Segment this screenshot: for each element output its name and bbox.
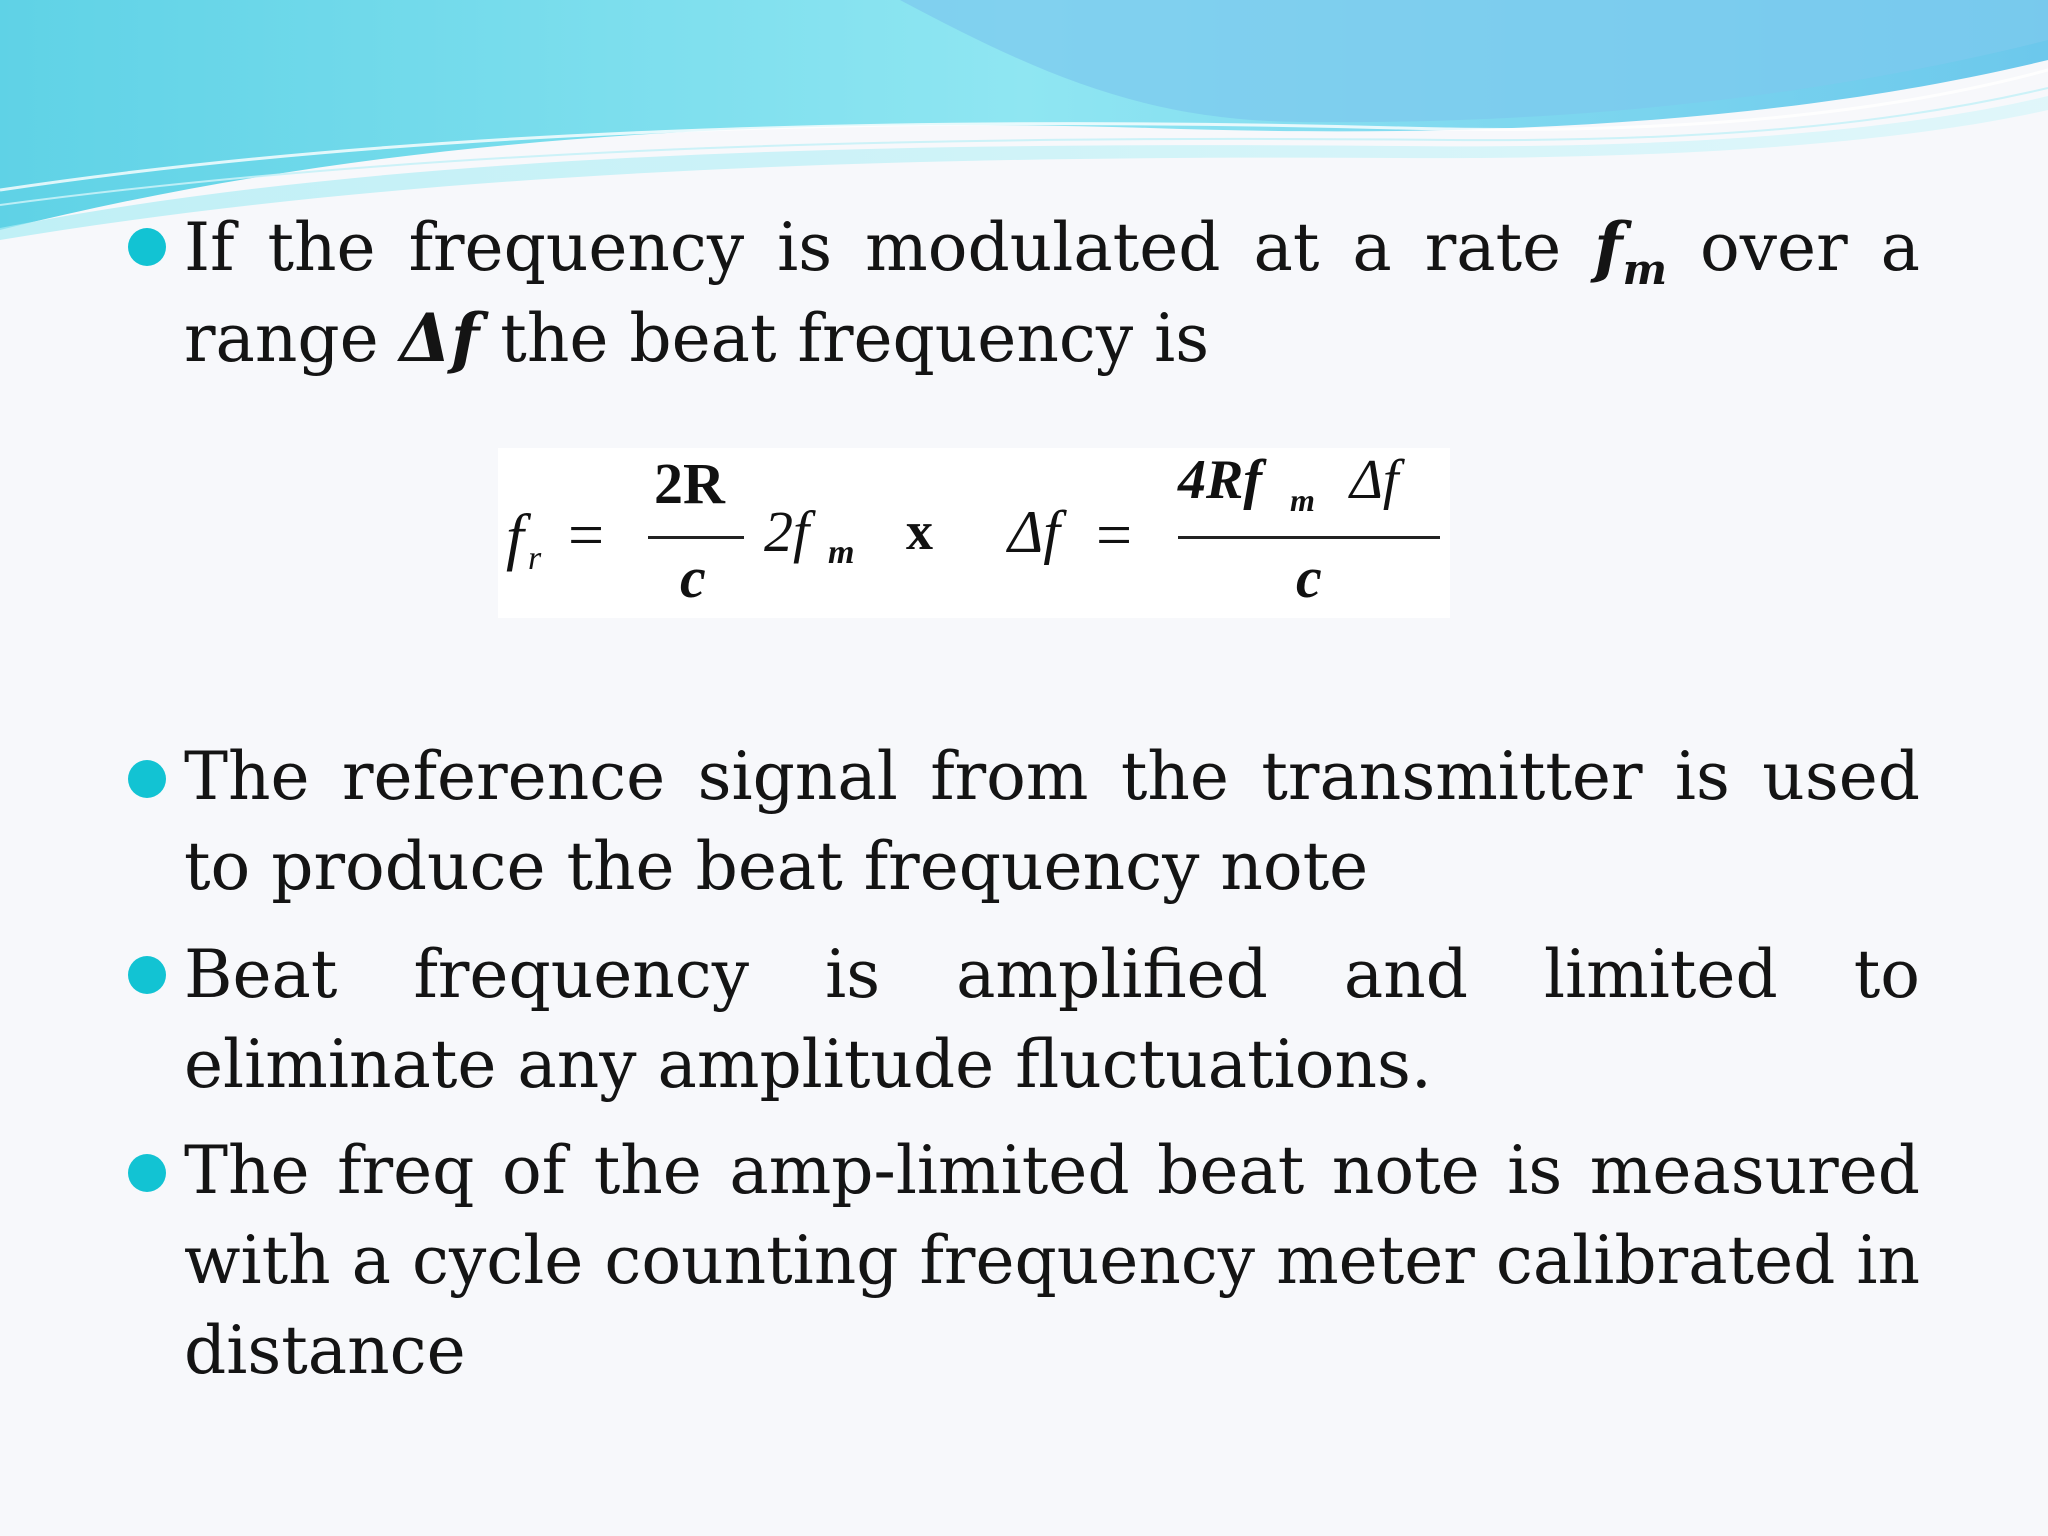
beat-frequency-equation: [498, 448, 1450, 618]
eq-fraction2-subscript: m: [1290, 482, 1315, 518]
eq-equals: =: [1096, 499, 1133, 570]
eq-lhs: f: [506, 501, 524, 572]
bullet-text: [184, 202, 1920, 384]
eq-fraction1-numerator: 2R: [654, 451, 725, 516]
eq-fraction1-denominator: c: [680, 545, 706, 610]
bullet-dot-icon: [128, 228, 166, 266]
eq-delta-f: Δf: [1008, 499, 1060, 565]
eq-equals: =: [568, 499, 605, 570]
bullet-text-part: the beat frequency is: [479, 300, 1210, 377]
math-symbol: Δf: [399, 299, 480, 377]
bullet-text: Beat frequency is amplified and limited to eliminate any amplitude fluctuations.: [184, 936, 1920, 1103]
eq-fraction2-numerator: 4Rf: [1178, 449, 1262, 511]
eq-fraction2-numerator-tail: Δf: [1350, 449, 1399, 511]
eq-lhs-subscript: r: [528, 540, 542, 577]
bullet-dot-icon: [128, 1154, 166, 1192]
eq-term: 2f: [764, 499, 810, 564]
bullet-dot-icon: [128, 956, 166, 994]
eq-times: x: [906, 501, 933, 561]
math-subscript: m: [1622, 245, 1668, 294]
bullet-text-part: If the frequency is modulated at a rate: [184, 209, 1595, 286]
eq-fraction1-line: [648, 536, 744, 539]
eq-fraction2-line: [1178, 536, 1440, 539]
bullet-text-part: over a range: [184, 209, 1920, 377]
math-symbol: f: [1594, 208, 1623, 286]
eq-fraction2-denominator: c: [1296, 545, 1322, 610]
bullet-dot-icon: [128, 760, 166, 798]
eq-term-subscript: m: [828, 534, 855, 571]
bullet-text: The freq of the amp-limited beat note is measured with a cycle counting frequency meter calibrated in distance: [184, 1132, 1920, 1389]
bullet-text: The reference signal from the transmitter is used to produce the beat frequency note: [184, 738, 1920, 905]
